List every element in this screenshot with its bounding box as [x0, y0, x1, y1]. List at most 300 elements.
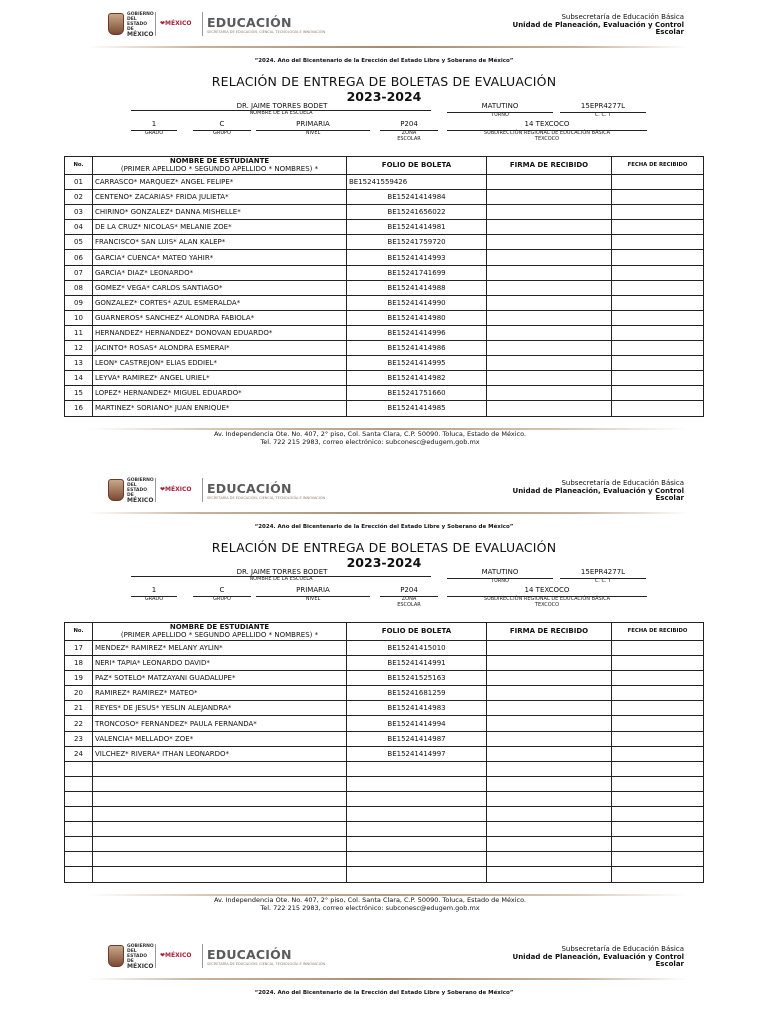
subdireccion-field [447, 586, 647, 608]
signature-cell [487, 250, 612, 265]
logo-divider [155, 944, 156, 968]
student-name [93, 837, 347, 852]
table-row [65, 852, 704, 867]
col-name-header-line: (PRIMER APELLIDO * SEGUNDO APELLIDO * NOMBRES) * [120, 630, 319, 639]
subdireccion-field [447, 120, 647, 142]
row-number [65, 852, 93, 867]
educacion-text: EDUCACIÓN [207, 14, 292, 30]
date-received-cell [612, 356, 704, 371]
date-received-cell [612, 401, 704, 416]
subsec-line: Escolar [655, 494, 684, 503]
estado-name: MÉXICO [127, 962, 154, 970]
date-received-cell [612, 295, 704, 310]
boleta-folio [347, 867, 487, 882]
student-name: CARRASCO* MARQUEZ* ANGEL FELIPE* [93, 175, 347, 190]
school-value: DR. JAIME TORRES BODET [236, 102, 328, 110]
zona-label: ESCOLAR [397, 135, 421, 142]
boleta-folio: BE15241525163 [347, 671, 487, 686]
footer-line: Av. Independencia Ote. No. 407, 2° piso, Col. Santa Clara, C.P. 50090. Toluca, Estado de México. [213, 430, 527, 438]
row-number [65, 761, 93, 776]
col-fecha-header: FECHA DE RECIBIDO [612, 623, 704, 641]
date-received-cell [612, 761, 704, 776]
state-seal-icon [108, 945, 124, 967]
estado-de-mexico-logo [127, 943, 154, 970]
zona-value: P204 [380, 586, 438, 597]
boleta-folio: BE15241759720 [347, 235, 487, 250]
subsec-line: Unidad de Planeación, Evaluación y Control [512, 20, 684, 29]
logo-divider [202, 12, 203, 36]
motto: “2024. Año del Bicentenario de la Erección del Estado Libre y Soberano de México” [254, 58, 514, 64]
grado-label: GRADO [144, 130, 164, 136]
logo-divider [155, 12, 156, 36]
mexico-brand-text: MÉXICO [165, 20, 192, 27]
student-name: REYES* DE JESUS* YESLIN ALEJANDRA* [93, 701, 347, 716]
table-row [65, 175, 704, 190]
boleta-folio: BE15241414985 [347, 401, 487, 416]
grado-value: 1 [131, 120, 177, 131]
turno-field [447, 102, 553, 119]
grado-field [131, 586, 177, 603]
row-number: 19 [65, 671, 93, 686]
date-received-cell [612, 671, 704, 686]
zona-label: ZONA [401, 130, 417, 136]
row-number: 07 [65, 265, 93, 280]
signature-cell [487, 235, 612, 250]
boleta-folio: BE15241414986 [347, 341, 487, 356]
boleta-folio: BE15241656022 [347, 205, 487, 220]
student-name: GOMEZ* VEGA* CARLOS SANTIAGO* [93, 280, 347, 295]
student-name: MARTINEZ* SORIANO* JUAN ENRIQUE* [93, 401, 347, 416]
boleta-folio: BE15241415010 [347, 641, 487, 656]
logo-divider [202, 478, 203, 502]
mexico-brand-logo [160, 953, 198, 959]
boleta-folio: BE15241414990 [347, 295, 487, 310]
subsec-line: Subsecretaría de Educación Básica [561, 13, 684, 21]
date-received-cell [612, 250, 704, 265]
table-row [65, 401, 704, 416]
date-received-cell [612, 731, 704, 746]
signature-cell [487, 867, 612, 882]
row-number: 05 [65, 235, 93, 250]
signature-cell [487, 641, 612, 656]
logo-divider [155, 478, 156, 502]
nivel-field [256, 120, 370, 137]
signature-cell [487, 341, 612, 356]
estado-name: MÉXICO [127, 496, 154, 504]
row-number: 06 [65, 250, 93, 265]
col-name-header-line: NOMBRE DE ESTUDIANTE [169, 623, 270, 631]
signature-cell [487, 280, 612, 295]
row-number [65, 791, 93, 806]
signature-cell [487, 822, 612, 837]
table-row [65, 686, 704, 701]
nivel-label: NIVEL [305, 130, 321, 136]
heart-icon: ❤ [160, 952, 166, 959]
signature-cell [487, 791, 612, 806]
turno-value: MATUTINO [447, 102, 553, 113]
date-received-cell [612, 310, 704, 325]
table-row [65, 671, 704, 686]
row-number: 17 [65, 641, 93, 656]
subdireccion-label: SUBDIRECCIÓN REGIONAL DE EDUCACIÓN BÁSICA [483, 596, 611, 602]
estado-line: ESTADO DE [127, 21, 148, 32]
row-number [65, 807, 93, 822]
grupo-field [193, 586, 251, 603]
subdireccion-value: 14 TEXCOCO [447, 586, 647, 597]
boleta-folio: BE15241414982 [347, 371, 487, 386]
table-row [65, 265, 704, 280]
table-row [65, 295, 704, 310]
row-number: 08 [65, 280, 93, 295]
boleta-folio [347, 852, 487, 867]
table-row [65, 761, 704, 776]
student-name: LEON* CASTREJON* ELIAS EDDIEL* [93, 356, 347, 371]
mexico-brand-logo [160, 21, 198, 27]
date-received-cell [612, 656, 704, 671]
row-number: 03 [65, 205, 93, 220]
row-number: 20 [65, 686, 93, 701]
estado-line: ESTADO DE [127, 953, 148, 964]
date-received-cell [612, 807, 704, 822]
boleta-folio: BE15241414988 [347, 280, 487, 295]
signature-cell [487, 220, 612, 235]
student-name: NERI* TAPIA* LEONARDO DAVID* [93, 656, 347, 671]
educacion-subtitle: SECRETARÍA DE EDUCACIÓN, CIENCIA, TECNOLOGÍA E INNOVACIÓN [207, 961, 326, 966]
table-row [65, 250, 704, 265]
row-number: 16 [65, 401, 93, 416]
footer-line: Av. Independencia Ote. No. 407, 2° piso, Col. Santa Clara, C.P. 50090. Toluca, Estado de México. [213, 896, 527, 904]
footer-address [0, 896, 740, 912]
table-header-row [65, 157, 704, 175]
boleta-folio: BE15241414980 [347, 310, 487, 325]
cct-field [560, 568, 646, 585]
turno-value: MATUTINO [447, 568, 553, 579]
school-label-field [131, 576, 431, 583]
subsec-line: Subsecretaría de Educación Básica [561, 479, 684, 487]
zona-field [380, 120, 438, 142]
student-name: LEYVA* RAMIREZ* ANGEL URIEL* [93, 371, 347, 386]
table-row [65, 205, 704, 220]
boleta-folio: BE15241414995 [347, 356, 487, 371]
date-received-cell [612, 341, 704, 356]
letterhead [0, 466, 768, 526]
student-name: RAMIREZ* RAMIREZ* MATEO* [93, 686, 347, 701]
boleta-folio: BE15241559426 [347, 175, 487, 190]
table-row [65, 641, 704, 656]
table-row [65, 356, 704, 371]
letterhead [0, 932, 768, 992]
grado-value: 1 [131, 586, 177, 597]
grupo-value: C [193, 586, 251, 597]
delivery-table [64, 156, 704, 417]
table-row [65, 716, 704, 731]
logo-group [108, 942, 325, 970]
signature-cell [487, 686, 612, 701]
boleta-folio: BE15241414983 [347, 701, 487, 716]
row-number [65, 776, 93, 791]
col-firma-header: FIRMA DE RECIBIDO [487, 157, 612, 175]
student-name [93, 776, 347, 791]
signature-cell [487, 852, 612, 867]
footer-line: Tel. 722 215 2983, correo electrónico: subconesc@edugem.gob.mx [260, 438, 480, 446]
delivery-table [64, 622, 704, 883]
student-name: FRANCISCO* SAN LUIS* ALAN KALEP* [93, 235, 347, 250]
school-label: NOMBRE DE LA ESCUELA [249, 576, 313, 582]
heart-icon: ❤ [160, 486, 166, 493]
heart-icon: ❤ [160, 20, 166, 27]
row-number [65, 837, 93, 852]
student-name [93, 852, 347, 867]
document-title: RELACIÓN DE ENTREGA DE BOLETAS DE EVALUACIÓN [211, 540, 557, 555]
estado-name: MÉXICO [127, 30, 154, 38]
boleta-folio: BE15241414994 [347, 716, 487, 731]
date-received-cell [612, 220, 704, 235]
date-received-cell [612, 371, 704, 386]
estado-line: ESTADO DE [127, 487, 148, 498]
boleta-folio: BE15241414984 [347, 190, 487, 205]
signature-cell [487, 295, 612, 310]
grupo-value: C [193, 120, 251, 131]
boleta-folio [347, 837, 487, 852]
subsecretaria-block [513, 480, 684, 503]
boleta-folio [347, 807, 487, 822]
student-name: DE LA CRUZ* NICOLAS* MELANIE ZOE* [93, 220, 347, 235]
table-row [65, 701, 704, 716]
motto: “2024. Año del Bicentenario de la Erección del Estado Libre y Soberano de México” [254, 524, 514, 530]
grado-field [131, 120, 177, 137]
student-name [93, 807, 347, 822]
date-received-cell [612, 205, 704, 220]
col-fecha-header: FECHA DE RECIBIDO [612, 157, 704, 175]
boleta-folio: BE15241414993 [347, 250, 487, 265]
cct-value: 15EPR4277L [560, 102, 646, 113]
student-name [93, 867, 347, 882]
date-received-cell [612, 686, 704, 701]
date-received-cell [612, 746, 704, 761]
boleta-folio: BE15241414997 [347, 746, 487, 761]
table-row [65, 656, 704, 671]
footer-line: Tel. 722 215 2983, correo electrónico: subconesc@edugem.gob.mx [260, 904, 480, 912]
student-name: CHIRINO* GONZALEZ* DANNA MISHELLE* [93, 205, 347, 220]
date-received-cell [612, 701, 704, 716]
boleta-folio [347, 776, 487, 791]
row-number: 12 [65, 341, 93, 356]
school-value: DR. JAIME TORRES BODET [236, 568, 328, 576]
row-number: 22 [65, 716, 93, 731]
document-title: RELACIÓN DE ENTREGA DE BOLETAS DE EVALUACIÓN [211, 74, 557, 89]
nivel-value: PRIMARIA [256, 120, 370, 131]
signature-cell [487, 656, 612, 671]
row-number: 02 [65, 190, 93, 205]
row-number: 15 [65, 386, 93, 401]
signature-cell [487, 386, 612, 401]
row-number: 09 [65, 295, 93, 310]
signature-cell [487, 701, 612, 716]
boleta-folio: BE15241414996 [347, 325, 487, 340]
student-name: GARCIA* DIAZ* LEONARDO* [93, 265, 347, 280]
estado-line: GOBIERNO DEL [127, 11, 154, 22]
student-name: CENTENO* ZACARIAS* FRIDA JULIETA* [93, 190, 347, 205]
table-row [65, 190, 704, 205]
table-row [65, 310, 704, 325]
estado-line: GOBIERNO DEL [127, 477, 154, 488]
subsec-line: Unidad de Planeación, Evaluación y Control [512, 486, 684, 495]
date-received-cell [612, 867, 704, 882]
student-name: GUARNEROS* SANCHEZ* ALONDRA FABIOLA* [93, 310, 347, 325]
boleta-folio [347, 791, 487, 806]
table-row [65, 776, 704, 791]
date-received-cell [612, 235, 704, 250]
date-received-cell [612, 280, 704, 295]
table-row [65, 386, 704, 401]
date-received-cell [612, 791, 704, 806]
student-name: VILCHEZ* RIVERA* ITHAN LEONARDO* [93, 746, 347, 761]
table-row [65, 235, 704, 250]
student-name: GARCIA* CUENCA* MATEO YAHIR* [93, 250, 347, 265]
zona-value: P204 [380, 120, 438, 131]
grupo-field [193, 120, 251, 137]
boleta-folio [347, 822, 487, 837]
header-rule [88, 978, 688, 980]
estado-de-mexico-logo [127, 11, 154, 38]
date-received-cell [612, 265, 704, 280]
student-name: JACINTO* ROSAS* ALONDRA ESMERAI* [93, 341, 347, 356]
date-received-cell [612, 386, 704, 401]
table-row [65, 791, 704, 806]
table-row [65, 220, 704, 235]
cct-label: C. C. T [594, 112, 612, 118]
date-received-cell [612, 852, 704, 867]
signature-cell [487, 310, 612, 325]
date-received-cell [612, 776, 704, 791]
row-number: 10 [65, 310, 93, 325]
signature-cell [487, 190, 612, 205]
table-row [65, 280, 704, 295]
student-name [93, 791, 347, 806]
mexico-brand-text: MÉXICO [165, 952, 192, 959]
col-firma-header: FIRMA DE RECIBIDO [487, 623, 612, 641]
zona-label: ZONA [401, 596, 417, 602]
signature-cell [487, 716, 612, 731]
signature-cell [487, 807, 612, 822]
subsec-line: Escolar [655, 28, 684, 37]
school-label: NOMBRE DE LA ESCUELA [249, 110, 313, 116]
signature-cell [487, 265, 612, 280]
educacion-subtitle: SECRETARÍA DE EDUCACIÓN, CIENCIA, TECNOLOGÍA E INNOVACIÓN [207, 29, 326, 34]
student-name: TRONCOSO* FERNANDEZ* PAULA FERNANDA* [93, 716, 347, 731]
row-number: 23 [65, 731, 93, 746]
boleta-folio: BE15241414981 [347, 220, 487, 235]
col-name-header-line: (PRIMER APELLIDO * SEGUNDO APELLIDO * NOMBRES) * [120, 164, 319, 173]
turno-label: TURNO [491, 112, 509, 118]
subsecretaria-block [513, 14, 684, 37]
student-name: GONZALEZ* CORTES* AZUL ESMERALDA* [93, 295, 347, 310]
table-row [65, 822, 704, 837]
footer-address [0, 430, 740, 446]
state-seal-icon [108, 479, 124, 501]
signature-cell [487, 671, 612, 686]
col-name-header-line: NOMBRE DE ESTUDIANTE [169, 157, 270, 165]
subsecretaria-block [513, 946, 684, 969]
educacion-logo [207, 481, 325, 500]
signature-cell [487, 401, 612, 416]
date-received-cell [612, 325, 704, 340]
student-name: LOPEZ* HERNANDEZ* MIGUEL EDUARDO* [93, 386, 347, 401]
boleta-folio [347, 761, 487, 776]
cct-field [560, 102, 646, 119]
table-row [65, 807, 704, 822]
estado-line: GOBIERNO DEL [127, 943, 154, 954]
subdireccion-value: 14 TEXCOCO [447, 120, 647, 131]
student-name [93, 761, 347, 776]
logo-group [108, 10, 325, 38]
letterhead [0, 0, 768, 60]
state-seal-icon [108, 13, 124, 35]
row-number: 13 [65, 356, 93, 371]
school-year: 2023-2024 [346, 555, 422, 570]
student-name: MENDEZ* RAMIREZ* MELANY AYLIN* [93, 641, 347, 656]
signature-cell [487, 761, 612, 776]
boleta-folio: BE15241681259 [347, 686, 487, 701]
educacion-subtitle: SECRETARÍA DE EDUCACIÓN, CIENCIA, TECNOLOGÍA E INNOVACIÓN [207, 495, 326, 500]
motto: “2024. Año del Bicentenario de la Erección del Estado Libre y Soberano de México” [254, 990, 514, 996]
row-number [65, 867, 93, 882]
school-label-field [131, 110, 431, 117]
logo-group [108, 476, 325, 504]
col-folio-header: FOLIO DE BOLETA [347, 157, 487, 175]
date-received-cell [612, 837, 704, 852]
cct-value: 15EPR4277L [560, 568, 646, 579]
signature-cell [487, 356, 612, 371]
mexico-brand-logo [160, 487, 198, 493]
boleta-folio: BE15241414991 [347, 656, 487, 671]
subdireccion-label: TEXCOCO [534, 601, 560, 608]
turno-label: TURNO [491, 578, 509, 584]
grupo-label: GRUPO [213, 130, 231, 136]
grupo-label: GRUPO [213, 596, 231, 602]
row-number: 21 [65, 701, 93, 716]
signature-cell [487, 776, 612, 791]
estado-de-mexico-logo [127, 477, 154, 504]
table-row [65, 371, 704, 386]
subdireccion-label: TEXCOCO [534, 135, 560, 142]
row-number [65, 822, 93, 837]
table-row [65, 325, 704, 340]
turno-field [447, 568, 553, 585]
signature-cell [487, 205, 612, 220]
signature-cell [487, 746, 612, 761]
date-received-cell [612, 190, 704, 205]
row-number: 01 [65, 175, 93, 190]
signature-cell [487, 325, 612, 340]
cct-label: C. C. T [594, 578, 612, 584]
table-header-row [65, 623, 704, 641]
table-row [65, 731, 704, 746]
row-number: 11 [65, 325, 93, 340]
nivel-field [256, 586, 370, 603]
subsec-line: Unidad de Planeación, Evaluación y Control [512, 952, 684, 961]
header-rule [88, 512, 688, 514]
grado-label: GRADO [144, 596, 164, 602]
student-name: PAZ* SOTELO* MATZAYANI GUADALUPE* [93, 671, 347, 686]
row-number: 14 [65, 371, 93, 386]
zona-label: ESCOLAR [397, 601, 421, 608]
student-name: VALENCIA* MELLADO* ZOE* [93, 731, 347, 746]
row-number: 18 [65, 656, 93, 671]
subsec-line: Escolar [655, 960, 684, 969]
boleta-folio: BE15241741699 [347, 265, 487, 280]
col-name-header [93, 623, 347, 641]
